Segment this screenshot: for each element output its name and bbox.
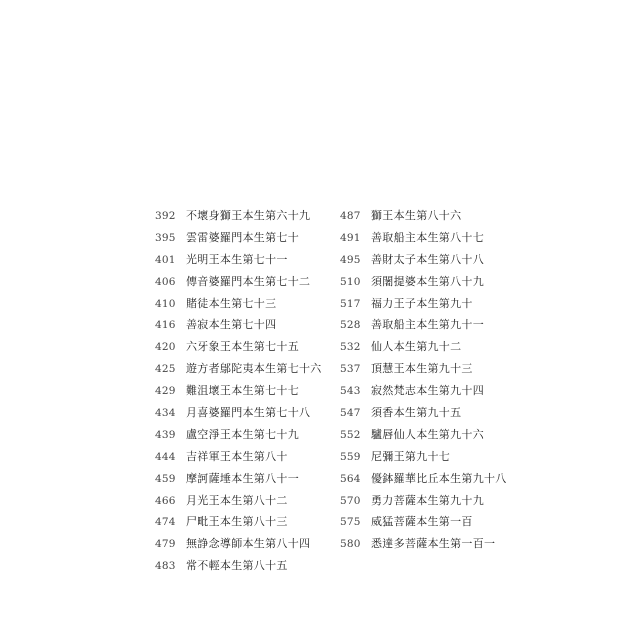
toc-chapter-title: 六牙象王本生第七十五 — [186, 340, 299, 354]
toc-page-number: 559 — [340, 450, 361, 463]
toc-entry — [155, 382, 325, 404]
toc-chapter-title: 福力王子本生第九十 — [371, 296, 473, 310]
toc-page-number: 528 — [340, 319, 361, 332]
toc-entry — [155, 513, 325, 535]
toc-page-number: 580 — [340, 538, 361, 551]
toc-page-number: 491 — [340, 231, 361, 244]
toc-page-number: 434 — [155, 407, 176, 420]
toc-page-number: 466 — [155, 494, 176, 507]
toc-entry — [155, 448, 325, 470]
toc-page-number: 510 — [340, 275, 361, 288]
toc-page-number: 444 — [155, 450, 176, 463]
toc-page-number: 479 — [155, 538, 176, 551]
toc-chapter-title: 善取船主本生第九十一 — [371, 318, 484, 332]
toc-entry — [155, 492, 325, 514]
toc-entry — [340, 382, 520, 404]
toc-page-number: 410 — [155, 297, 176, 310]
toc-entry — [155, 295, 325, 317]
toc-page-number: 416 — [155, 319, 176, 332]
toc-entry — [340, 251, 520, 273]
toc-chapter-title: 光明王本生第七十一 — [186, 252, 288, 266]
toc-chapter-title: 仙人本生第九十二 — [371, 340, 462, 354]
toc-entry — [155, 557, 325, 579]
toc-entry — [155, 207, 325, 229]
toc-page-number: 575 — [340, 516, 361, 529]
toc-entry — [340, 316, 520, 338]
toc-entry — [340, 207, 520, 229]
toc-page-number: 537 — [340, 363, 361, 376]
toc-entry — [155, 316, 325, 338]
toc-chapter-title: 勇力菩薩本生第九十九 — [371, 493, 484, 507]
toc-chapter-title: 驢唇仙人本生第九十六 — [371, 427, 484, 441]
toc-page-number: 543 — [340, 385, 361, 398]
toc-chapter-title: 不壞身獅王本生第六十九 — [186, 209, 311, 222]
toc-right-column — [340, 207, 520, 557]
toc-page-number: 429 — [155, 385, 176, 398]
toc-chapter-title: 月光王本生第八十二 — [186, 493, 288, 507]
toc-chapter-title: 善取船主本生第八十七 — [371, 230, 484, 244]
toc-entry — [155, 273, 325, 295]
toc-page-number: 392 — [155, 210, 176, 222]
toc-chapter-title: 賭徒本生第七十三 — [186, 296, 277, 310]
toc-entry — [340, 492, 520, 514]
toc-entry — [155, 229, 325, 251]
toc-entry — [155, 251, 325, 273]
toc-entry — [340, 229, 520, 251]
toc-page-number: 425 — [155, 363, 176, 376]
toc-page-number: 487 — [340, 210, 361, 222]
toc-page-number: 532 — [340, 341, 361, 354]
toc-entry — [155, 338, 325, 360]
toc-entry — [155, 360, 325, 382]
toc-chapter-title: 威猛菩薩本生第一百 — [371, 515, 473, 529]
toc-page-number: 395 — [155, 231, 176, 244]
toc-chapter-title: 獅王本生第八十六 — [371, 209, 462, 222]
toc-page-number: 474 — [155, 516, 176, 529]
toc-entry — [340, 273, 520, 295]
toc-page-number: 547 — [340, 407, 361, 420]
toc-page-number: 459 — [155, 472, 176, 485]
toc-chapter-title: 遊方者鄔陀夷本生第七十六 — [186, 362, 322, 376]
toc-page-number: 420 — [155, 341, 176, 354]
toc-chapter-title: 無諍念導師本生第八十四 — [186, 537, 311, 551]
toc-page-number: 401 — [155, 253, 176, 266]
toc-entry — [340, 360, 520, 382]
toc-entry — [340, 513, 520, 535]
toc-entry — [155, 535, 325, 557]
toc-page-number: 483 — [155, 560, 176, 573]
toc-entry — [340, 470, 520, 492]
toc-entry — [155, 470, 325, 492]
toc-page-number: 406 — [155, 275, 176, 288]
toc-chapter-title: 須香本生第九十五 — [371, 406, 462, 420]
toc-chapter-title: 頂慧王本生第九十三 — [371, 362, 473, 376]
toc-page-number: 564 — [340, 472, 361, 485]
toc-entry — [340, 535, 520, 557]
toc-chapter-title: 優鉢羅華比丘本生第九十八 — [371, 471, 507, 485]
toc-left-column — [155, 207, 325, 579]
toc-chapter-title: 常不輕本生第八十五 — [186, 559, 288, 573]
toc-entry — [340, 426, 520, 448]
toc-page-number: 552 — [340, 428, 361, 441]
toc-entry — [340, 338, 520, 360]
toc-chapter-title: 悉達多菩薩本生第一百一 — [371, 537, 496, 551]
toc-entry — [340, 404, 520, 426]
toc-chapter-title: 雲雷婆羅門本生第七十 — [186, 230, 299, 244]
toc-chapter-title: 善寂本生第七十四 — [186, 318, 277, 332]
toc-chapter-title: 吉祥軍王本生第八十 — [186, 449, 288, 463]
toc-chapter-title: 寂然梵志本生第九十四 — [371, 384, 484, 398]
toc-chapter-title: 善財太子本生第八十八 — [371, 252, 484, 266]
toc-chapter-title: 須闍提婆本生第八十九 — [371, 274, 484, 288]
toc-chapter-title: 難沮壞王本生第七十七 — [186, 384, 299, 398]
toc-entry — [340, 295, 520, 317]
toc-page-number: 439 — [155, 428, 176, 441]
toc-page-number: 517 — [340, 297, 361, 310]
toc-page-number: 495 — [340, 253, 361, 266]
toc-entry — [340, 448, 520, 470]
toc-chapter-title: 傳音婆羅門本生第七十二 — [186, 274, 311, 288]
toc-chapter-title: 尼彌王第九十七 — [371, 449, 451, 463]
toc-chapter-title: 摩訶薩埵本生第八十一 — [186, 471, 299, 485]
toc-chapter-title: 尸毗王本生第八十三 — [186, 515, 288, 529]
toc-chapter-title: 盧空淨王本生第七十九 — [186, 427, 299, 441]
toc-entry — [155, 426, 325, 448]
toc-entry — [155, 404, 325, 426]
toc-chapter-title: 月喜婆羅門本生第七十八 — [186, 406, 311, 420]
toc-page-number: 570 — [340, 494, 361, 507]
